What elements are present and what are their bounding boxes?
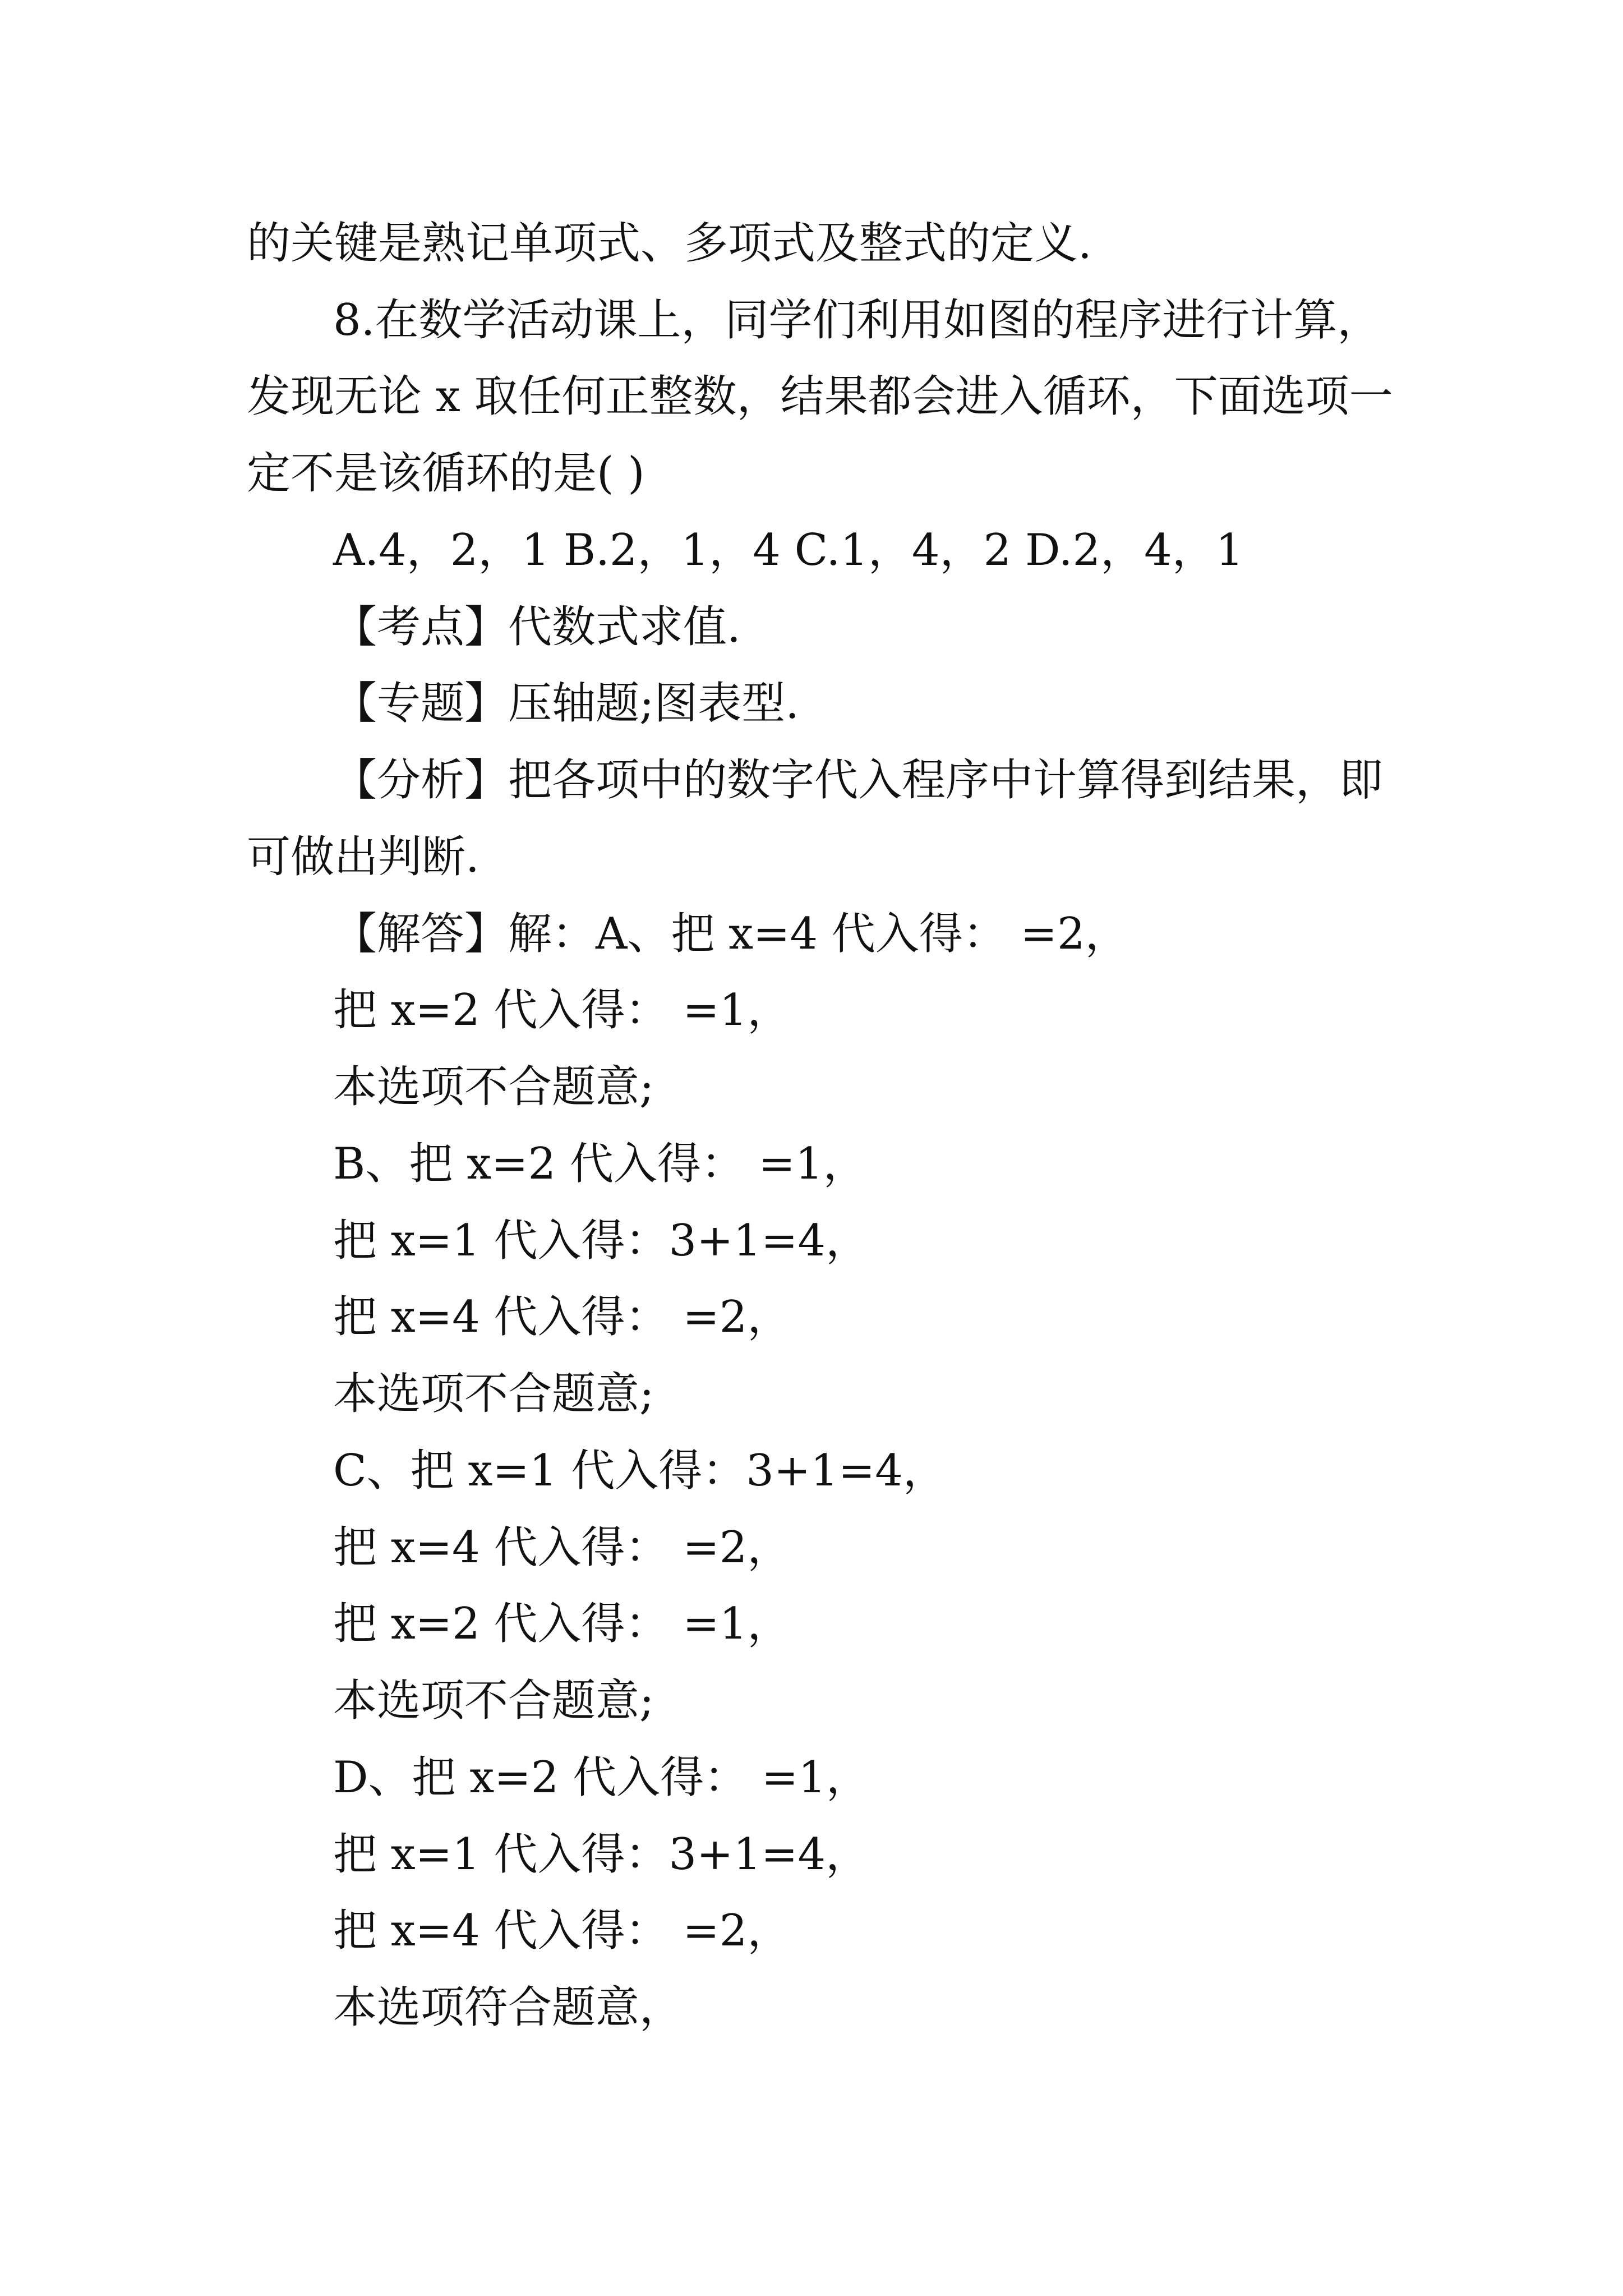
analysis-line: 【分析】把各项中的数字代入程序中计算得到结果，即	[333, 755, 1384, 806]
solution-line: 本选项不合题意;	[333, 1062, 654, 1112]
analysis-line: 可做出判断.	[247, 832, 479, 882]
solution-line: 把 x=4 代入得： =2，	[333, 1292, 791, 1342]
question-text-line: 发现无论 x 取任何正整数，结果都会进入循环，下面选项一	[247, 371, 1393, 422]
solution-line: 把 x=1 代入得：3+1=4，	[333, 1829, 870, 1880]
solution-line: 把 x=2 代入得： =1，	[333, 985, 791, 1036]
solution-line: 本选项不合题意;	[333, 1676, 654, 1726]
solution-line: 把 x=1 代入得：3+1=4，	[333, 1216, 870, 1266]
solution-line: B、把 x=2 代入得： =1，	[333, 1139, 867, 1189]
solution-line: 把 x=4 代入得： =2，	[333, 1906, 791, 1956]
solution-line: 本选项不合题意;	[333, 1369, 654, 1419]
solution-line: 本选项符合题意，	[333, 1982, 684, 2033]
question-text-line: 定不是该循环的是( )	[247, 448, 645, 499]
topic-line: 【专题】压轴题;图表型.	[333, 678, 800, 729]
answer-options: A.4，2，1 B.2，1，4 C.1，4，2 D.2，4，1	[333, 525, 1244, 576]
question-text-line: 8.在数学活动课上，同学们利用如图的程序进行计算，	[333, 295, 1381, 346]
solution-line: D、把 x=2 代入得： =1，	[333, 1752, 870, 1803]
solution-line: C、把 x=1 代入得：3+1=4，	[333, 1446, 947, 1496]
solution-line: 把 x=2 代入得： =1，	[333, 1599, 791, 1649]
solution-line: 【解答】解：A、把 x=4 代入得： =2，	[333, 909, 1129, 959]
solution-line: 把 x=4 代入得： =2，	[333, 1522, 791, 1573]
knowledge-point-line: 【考点】代数式求值.	[333, 602, 741, 652]
text-line: 的关键是熟记单项式、多项式及整式的定义.	[247, 218, 1092, 269]
